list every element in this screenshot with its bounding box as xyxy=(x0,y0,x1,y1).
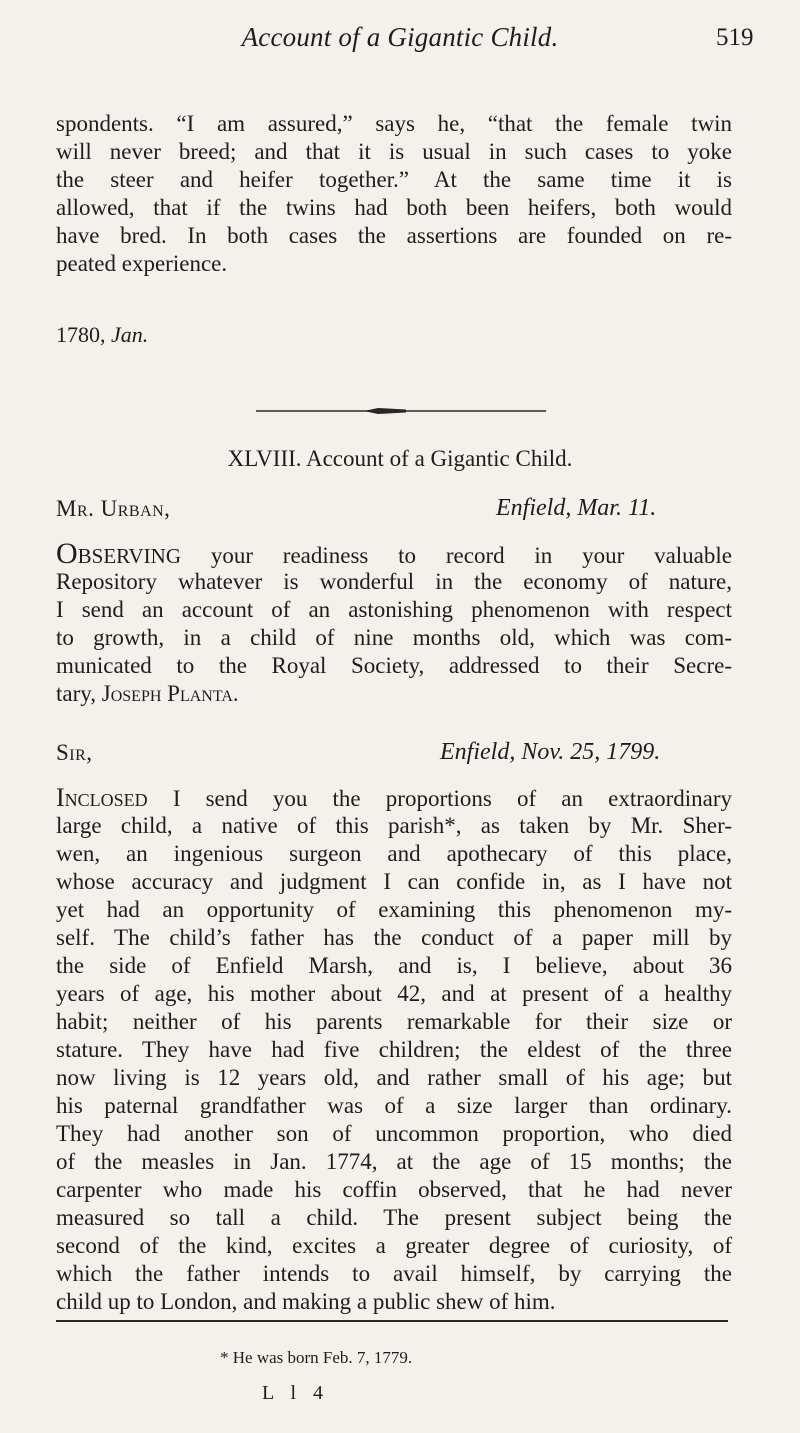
text-run: your readiness to record in your valuable xyxy=(210,543,732,568)
text-line xyxy=(56,680,732,708)
place-date: Enfield, Nov. 25, 1799. xyxy=(440,739,661,765)
text-line: large child, a native of this parish*, as taken by Mr. Sher- xyxy=(56,813,732,838)
salutation: Mr. Urban, xyxy=(56,496,171,521)
opening-word: Observing xyxy=(56,537,181,570)
text-line: which the father intends to avail himself, by carrying the xyxy=(56,1261,732,1286)
text-line: I send an account of an astonishing phenomenon with respect xyxy=(56,597,732,622)
text-line xyxy=(56,537,732,570)
text-line: habit; neither of his parents remarkable for their size or xyxy=(56,1009,732,1034)
text-line: the steer and heifer together.” At the same time it is xyxy=(56,167,732,192)
text-line: second of the kind, excites a greater degree of curiosity, of xyxy=(56,1233,732,1258)
footnote: * He was born Feb. 7, 1779. xyxy=(220,1348,413,1367)
text-line: his paternal grandfather was of a size larger than ordinary. xyxy=(56,1093,732,1118)
text-line: will never breed; and that it is usual in such cases to yoke xyxy=(56,139,732,164)
text-line: wen, an ingenious surgeon and apothecary of this place, xyxy=(56,841,732,866)
printer-signature: L l 4 xyxy=(262,1382,330,1404)
text-line: carpenter who made his coffin observed, that he had never xyxy=(56,1177,732,1202)
text-line: municated to the Royal Society, addressed to their Secre- xyxy=(56,653,732,678)
text-line: peated experience. xyxy=(56,251,228,276)
section-heading: XLVIII. Account of a Gigantic Child. xyxy=(227,446,573,471)
ornamental-rule xyxy=(256,408,546,414)
opening-word: Inclosed xyxy=(56,783,148,812)
text-line: spondents. “I am assured,” says he, “that the female twin xyxy=(56,111,732,136)
text-line: the side of Enfield Marsh, and is, I believe, about 36 xyxy=(56,953,732,978)
text-run: I send you the proportions of an extraordinary xyxy=(172,786,733,811)
text-line: child up to London, and making a public shew of him. xyxy=(56,1289,556,1314)
text-line: yet had an opportunity of examining this phenomenon my- xyxy=(56,897,732,922)
footnote-rule xyxy=(56,1320,728,1322)
text-line: Repository whatever is wonderful in the economy of nature, xyxy=(56,569,732,594)
running-header-title: Account of a Gigantic Child. xyxy=(241,22,559,52)
text-line: allowed, that if the twins had both been heifers, both would xyxy=(56,195,732,220)
text-line xyxy=(56,784,732,813)
text-line: whose accuracy and judgment I can confide in, as I have not xyxy=(56,869,732,894)
salutation: Sir, xyxy=(56,740,93,765)
text-line: now living is 12 years old, and rather small of his age; but xyxy=(56,1065,732,1090)
letter-date xyxy=(56,322,148,348)
text-line: self. The child’s father has the conduct of a paper mill by xyxy=(56,925,732,950)
text-line: measured so tall a child. The present subject being the xyxy=(56,1205,732,1230)
text-line: of the measles in Jan. 1774, at the age of 15 months; the xyxy=(56,1149,732,1174)
text-line: have bred. In both cases the assertions are founded on re- xyxy=(56,223,732,248)
text-line: stature. They have had five children; the eldest of the three xyxy=(56,1037,732,1062)
signer-name: Joseph Planta. xyxy=(101,681,239,706)
text-line: years of age, his mother about 42, and at present of a healthy xyxy=(56,981,732,1006)
date-month: Jan. xyxy=(111,322,149,347)
text-line: to growth, in a child of nine months old, which was com- xyxy=(56,625,732,650)
date-year: 1780, xyxy=(56,322,106,347)
text-run: tary, xyxy=(56,681,97,706)
place-date: Enfield, Mar. 11. xyxy=(496,495,657,521)
page-number: 519 xyxy=(716,24,754,51)
text-line: They had another son of uncommon proportion, who died xyxy=(56,1121,732,1146)
